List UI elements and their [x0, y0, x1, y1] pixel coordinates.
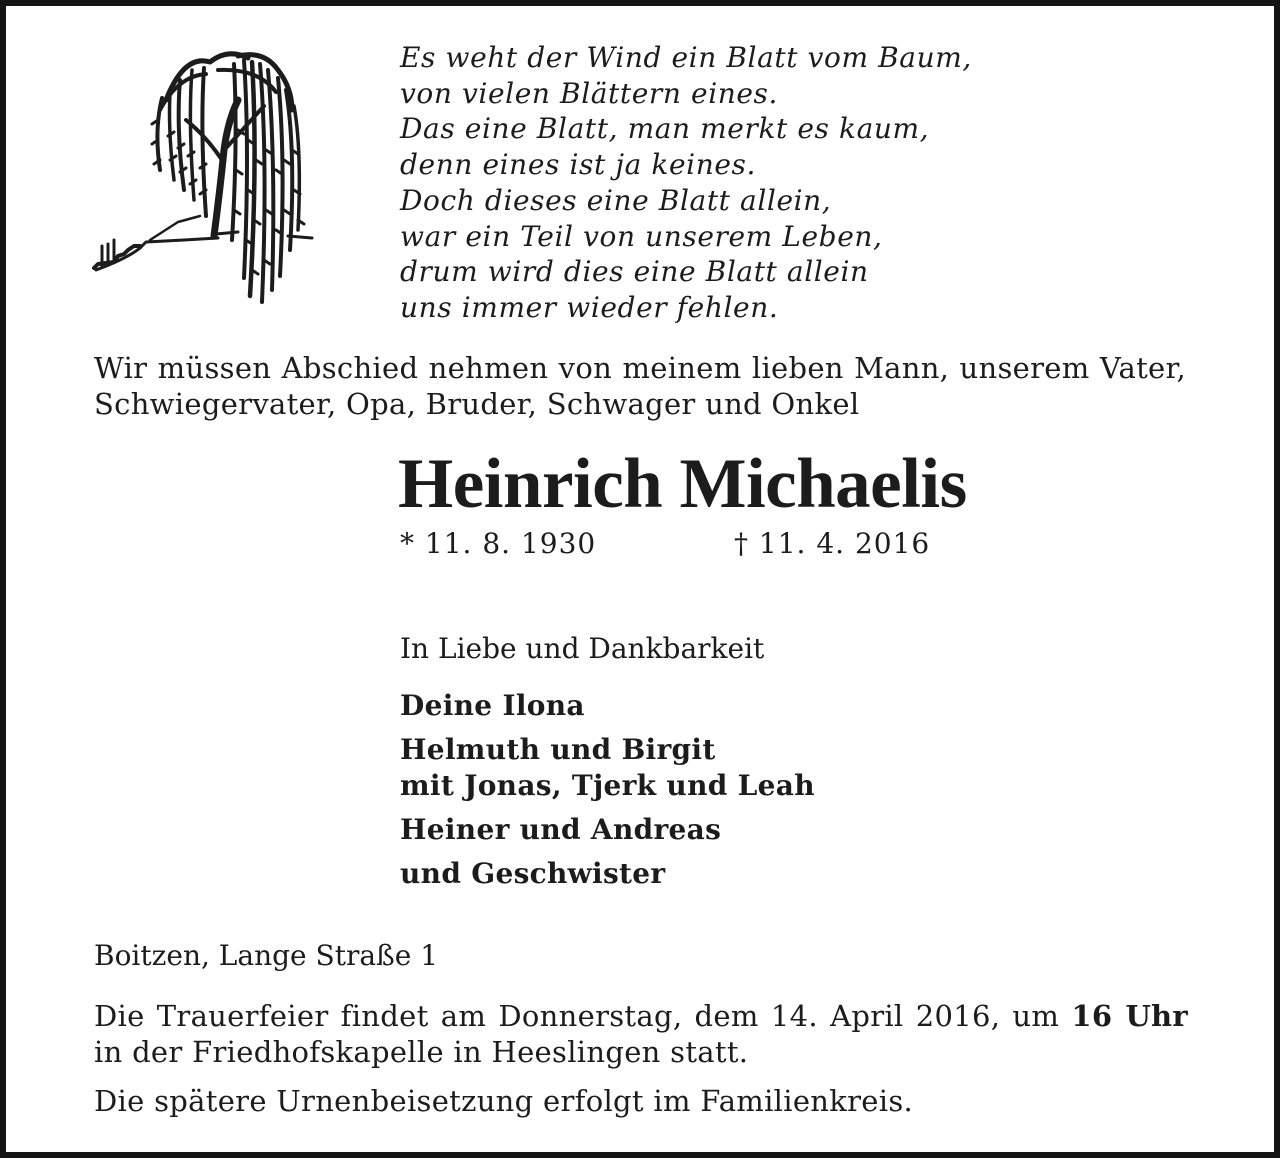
mourner-group: [400, 732, 815, 804]
dedication: In Liebe und Dankbarkeit: [400, 632, 765, 665]
mourner-group: [400, 812, 815, 848]
service-text-end: in der Friedhofskapelle in Heeslingen statt.: [94, 1035, 749, 1069]
poem-line: Doch dieses eine Blatt allein,: [400, 183, 832, 217]
poem-line: Es weht der Wind ein Blatt vom Baum,: [400, 41, 972, 74]
poem-line: uns immer wieder fehlen.: [400, 290, 779, 324]
mourner-group: [400, 688, 815, 724]
service-time: 16 Uhr: [1071, 999, 1189, 1033]
poem-line: Das eine Blatt, man merkt es kaum,: [400, 112, 930, 146]
mourner-line: Helmuth und Birgit: [400, 733, 716, 766]
poem: [400, 40, 1180, 326]
intro-text: Wir müssen Abschied nehmen von meinem lieben Mann, unserem Vater, Schwiegervater, Opa, Bruder, Schwager und Onkel: [94, 351, 1186, 421]
mourner-line: mit Jonas, Tjerk und Leah: [400, 769, 815, 802]
poem-line: denn eines ist ja keines.: [400, 148, 756, 182]
birth-date: * 11. 8. 1930: [400, 527, 597, 560]
funeral-service-text: [94, 998, 1188, 1070]
poem-line: drum wird dies eine Blatt allein: [400, 255, 869, 289]
mourner-line: Deine Ilona: [400, 689, 585, 722]
poem-line: von vielen Blättern eines.: [400, 76, 779, 110]
poem-line: war ein Teil von unserem Leben,: [400, 219, 883, 253]
mourner-group: [400, 856, 815, 892]
mourner-line: und Geschwister: [400, 857, 666, 890]
family-address: Boitzen, Lange Straße 1: [94, 939, 439, 972]
mourner-line: Heiner und Andreas: [400, 813, 722, 846]
service-text-start: Die Trauerfeier findet am Donnerstag, dem 14. April 2016, um: [94, 999, 1072, 1033]
death-date: † 11. 4. 2016: [734, 527, 931, 560]
deceased-name: Heinrich Michaelis: [398, 445, 967, 523]
weeping-willow-icon: [88, 40, 320, 312]
burial-note: Die spätere Urnenbeisetzung erfolgt im Familienkreis.: [94, 1084, 914, 1118]
mourners-list: [400, 688, 815, 900]
